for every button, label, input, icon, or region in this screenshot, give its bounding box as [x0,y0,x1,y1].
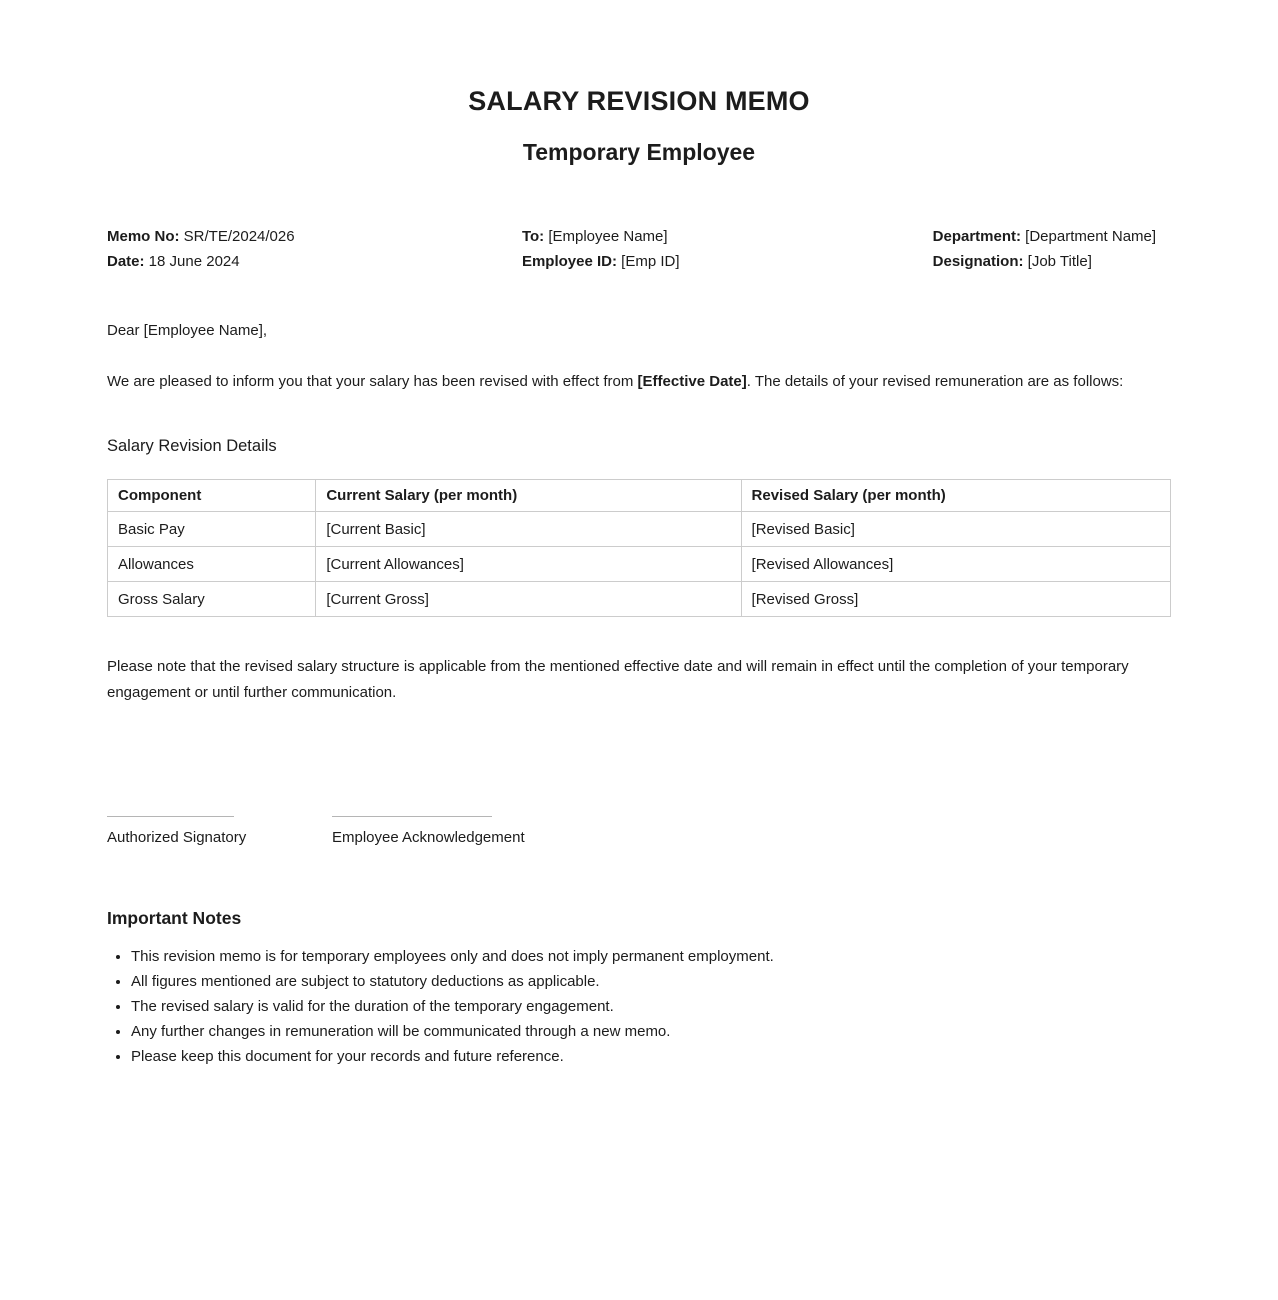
designation-value: [Job Title] [1023,253,1092,270]
intro-paragraph [107,369,1171,395]
date-label: Date: [107,253,145,270]
meta-col-department [933,224,1171,274]
note-item: • Any further changes in remuneration will be communicated through a new memo. [131,1024,1171,1039]
signature-line [107,816,234,817]
page-title: SALARY REVISION MEMO [468,86,810,116]
department-line [933,224,1171,249]
table-header-revised-salary: Revised Salary (per month) [741,480,1170,512]
employee-acknowledgement-block [332,816,525,846]
cell-revised-gross: [Revised Gross] [741,582,1170,617]
table-row [108,512,1171,547]
to-label: To: [521,228,545,245]
table-header-current-salary: Current Salary (per month) [316,480,741,512]
employee-id-line [522,249,933,274]
memo-no-label: Memo No: [107,228,180,245]
to-line [522,224,933,249]
note-item: • Please keep this document for your records and future reference. [131,1049,1171,1064]
table-row [108,547,1171,582]
cell-allowances: Allowances [108,547,316,582]
designation-line [933,249,1171,274]
memo-content [107,0,1171,1064]
section-title-salary-details: Salary Revision Details [107,437,277,455]
important-notes-title: Important Notes [107,908,242,928]
date-line [107,249,522,274]
department-label: Department: [932,228,1022,245]
cell-current-allowances: [Current Allowances] [316,547,741,582]
cell-current-basic: [Current Basic] [316,512,741,547]
to-value: [Employee Name] [544,228,668,245]
table-header-component: Component [108,480,316,512]
memo-no-value: SR/TE/2024/026 [179,228,295,245]
employee-acknowledgement-label: Employee Acknowledgement [332,829,525,846]
meta-col-employee [522,224,933,274]
cell-revised-allowances: [Revised Allowances] [741,547,1170,582]
authorized-signatory-block [107,816,247,846]
page-subtitle: Temporary Employee [522,139,756,165]
cell-current-gross: [Current Gross] [316,582,741,617]
employee-id-label: Employee ID: [521,253,617,270]
memo-meta [107,224,1171,274]
table-row [108,582,1171,617]
table-header-row [108,480,1171,512]
cell-gross-salary: Gross Salary [108,582,316,617]
intro-pre: We are pleased to inform you that your salary has been revised with effect from [107,373,638,390]
authorized-signatory-label: Authorized Signatory [107,829,247,846]
closing-paragraph: Please note that the revised salary structure is applicable from the mentioned effective date and will remain in effect until the completion of your temporary engagement or until further communication. [107,658,1129,701]
effective-date-placeholder: [Effective Date] [637,373,747,390]
signature-area [107,816,1171,846]
important-notes-list [107,949,1171,1064]
note-item: • This revision memo is for temporary employees only and does not imply permanent employment. [131,949,1171,964]
intro-post: . The details of your revised remuneration are as follows: [746,373,1124,390]
department-value: [Department Name] [1021,228,1157,245]
date-value: 18 June 2024 [144,253,240,270]
memo-no-line [107,224,522,249]
cell-revised-basic: [Revised Basic] [741,512,1170,547]
cell-basic-pay: Basic Pay [108,512,316,547]
meta-col-memo [107,224,522,274]
note-item: • All figures mentioned are subject to statutory deductions as applicable. [131,974,1171,989]
employee-id-value: [Emp ID] [616,253,680,270]
salary-revision-table [107,479,1171,617]
salutation: Dear [Employee Name], [107,322,268,339]
designation-label: Designation: [932,253,1024,270]
signature-line [332,816,492,817]
note-item: • The revised salary is valid for the duration of the temporary engagement. [131,999,1171,1014]
